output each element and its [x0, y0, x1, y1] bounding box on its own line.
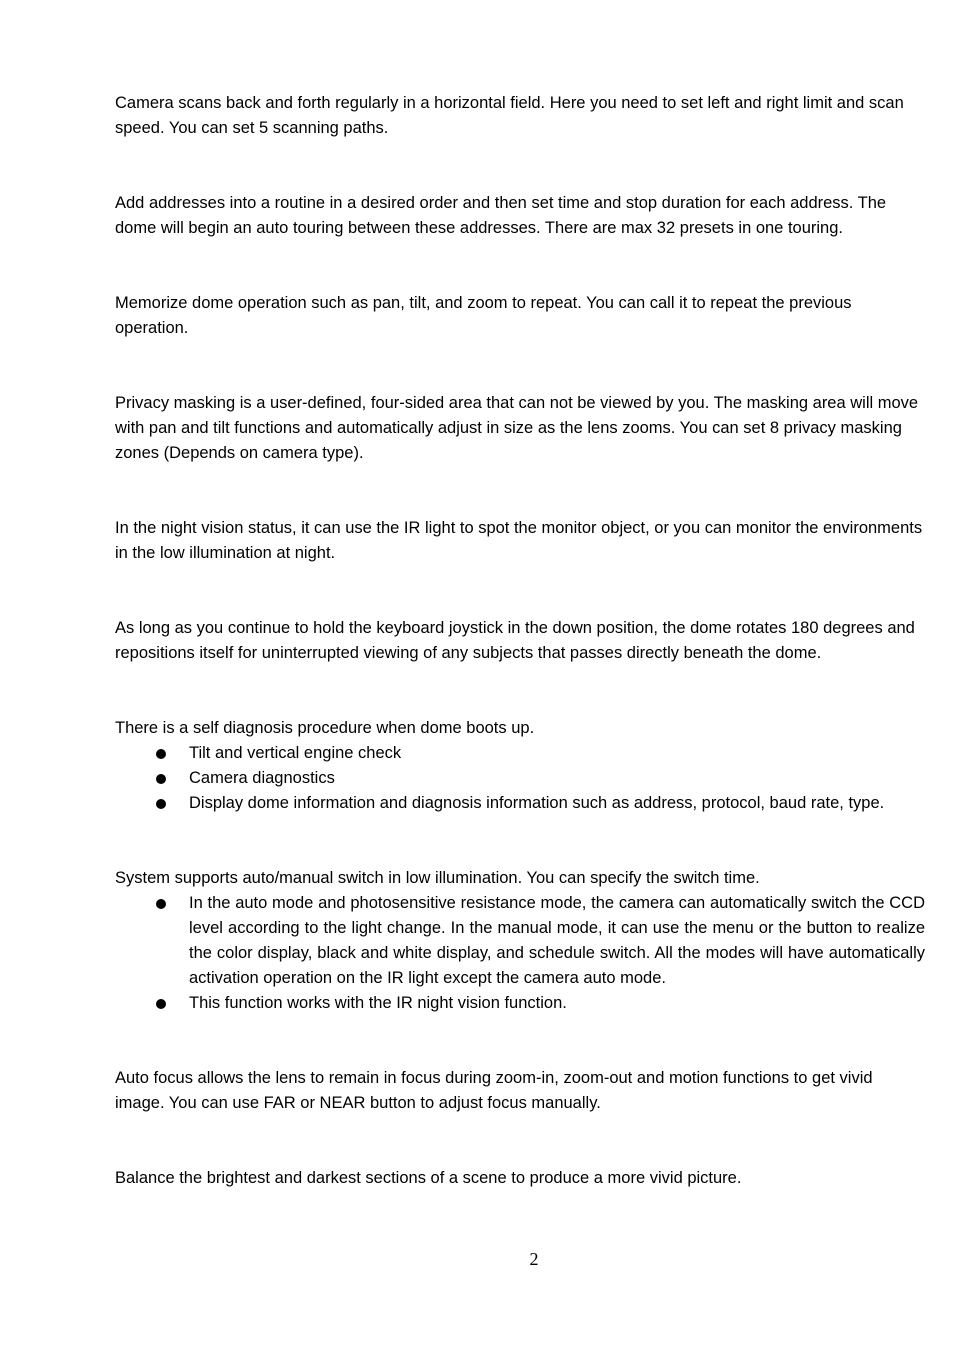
bullet-dot-icon: [156, 749, 166, 759]
section-text: Add addresses into a routine in a desired order and then set time and stop duration for each address. The dome will begin an auto touring between these addresses. There are max 32 presets in one touring.: [115, 194, 887, 237]
section-scan: [115, 91, 925, 141]
section-pattern: [115, 291, 925, 341]
bullet-text: Tilt and vertical engine check: [189, 744, 402, 762]
bullet-item: [115, 766, 925, 791]
section-self-diagnosis: [115, 716, 925, 816]
bullet-text: Camera diagnostics: [189, 769, 335, 787]
section-text: There is a self diagnosis procedure when dome boots up.: [115, 719, 535, 737]
section-privacy-masking: [115, 391, 925, 466]
bullet-dot-icon: [156, 899, 166, 909]
bullet-text: Display dome information and diagnosis information such as address, protocol, baud rate, type.: [189, 794, 885, 812]
section-auto-focus: [115, 1066, 925, 1116]
section-tour: [115, 191, 925, 241]
page-body: [115, 91, 925, 1191]
section-text: Camera scans back and forth regularly in a horizontal field. Here you need to set left and right limit and scan speed. You can set 5 scanning paths.: [115, 94, 904, 137]
bullet-dot-icon: [156, 774, 166, 784]
section-wdr: [115, 1166, 925, 1191]
bullet-dot-icon: [156, 999, 166, 1009]
section-gap: [115, 466, 925, 516]
section-gap: [115, 1116, 925, 1166]
section-auto-flip: [115, 616, 925, 666]
section-text: Privacy masking is a user-defined, four-sided area that can not be viewed by you. The masking area will move with pan and tilt functions and automatically adjust in size as the lens zooms. You can set 8 privacy masking zones (Depends on camera type).: [115, 394, 919, 462]
section-gap: [115, 1016, 925, 1066]
section-gap: [115, 816, 925, 866]
section-text: Balance the brightest and darkest sections of a scene to produce a more vivid picture.: [115, 1169, 742, 1187]
section-gap: [115, 666, 925, 716]
section-text: Memorize dome operation such as pan, tilt, and zoom to repeat. You can call it to repeat the previous operation.: [115, 294, 852, 337]
bullet-item: [115, 891, 925, 991]
page-number: 2: [529, 1249, 539, 1269]
bullet-text: In the auto mode and photosensitive resistance mode, the camera can automatically switch the CCD level according to the light change. In the manual mode, it can use the menu or the button to realize the color display, black and white display, and schedule switch. All the modes will have automatically activation operation on the IR light except the camera auto mode.: [189, 894, 925, 987]
bullet-dot-icon: [156, 799, 166, 809]
bullet-item: [115, 741, 925, 766]
section-day-night: [115, 866, 925, 1016]
bullet-item: [115, 991, 925, 1016]
section-text: As long as you continue to hold the keyboard joystick in the down position, the dome rotates 180 degrees and repositions itself for uninterrupted viewing of any subjects that passes directly beneath the dome.: [115, 619, 915, 662]
section-gap: [115, 566, 925, 616]
section-gap: [115, 141, 925, 191]
bullet-list: [115, 741, 925, 816]
section-text: System supports auto/manual switch in low illumination. You can specify the switch time.: [115, 869, 760, 887]
bullet-text: This function works with the IR night vision function.: [189, 994, 567, 1012]
section-night-vision: [115, 516, 925, 566]
section-gap: [115, 241, 925, 291]
section-text: In the night vision status, it can use the IR light to spot the monitor object, or you can monitor the environments in the low illumination at night.: [115, 519, 923, 562]
section-text: Auto focus allows the lens to remain in focus during zoom-in, zoom-out and motion functions to get vivid image. You can use FAR or NEAR button to adjust focus manually.: [115, 1069, 873, 1112]
section-gap: [115, 341, 925, 391]
bullet-item: [115, 791, 925, 816]
bullet-list: [115, 891, 925, 1016]
